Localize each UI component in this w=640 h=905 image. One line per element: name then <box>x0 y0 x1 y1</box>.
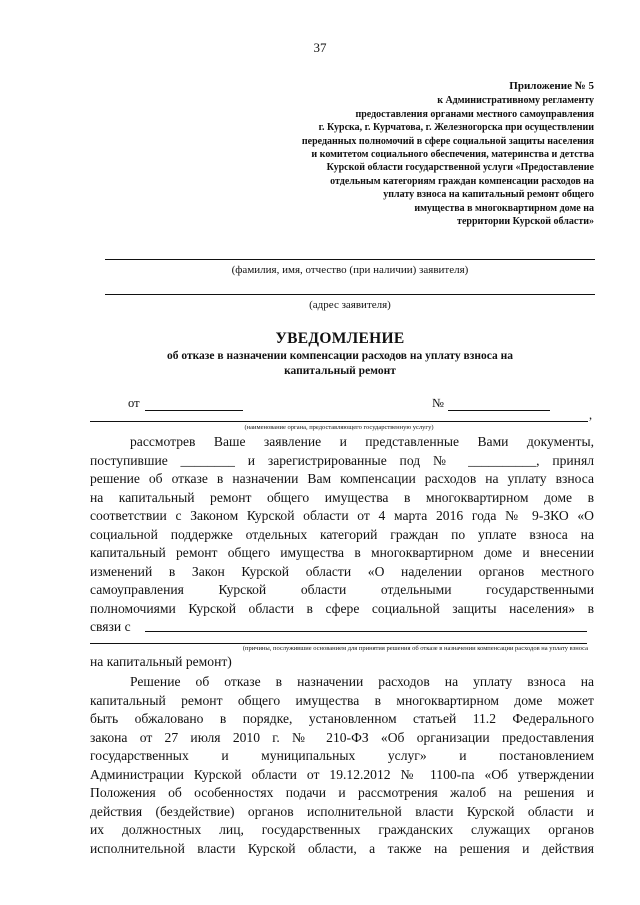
text-line: на капитальный ремонт общего имущества в многоквартирном доме в <box>90 489 594 505</box>
appendix-line: территории Курской области» <box>457 216 594 228</box>
text-line: полномочиями Курской области в сфере социальной защиты населения» в <box>90 600 594 616</box>
text-line: Решение об отказе в назначении расходов на уплату взноса на <box>130 674 594 689</box>
issuer-line[interactable] <box>90 421 588 422</box>
text-line: самоуправления Курской области отдельными государственными <box>90 582 594 597</box>
reasons-caption-cont: на капитальный ремонт) <box>90 654 232 669</box>
appendix-line: предоставления органами местного самоуправления <box>355 108 594 120</box>
text-line: Администрации Курской области от 19.12.2012 № 1100-па «Об утверждении <box>90 766 594 782</box>
from-date-field[interactable] <box>145 410 243 411</box>
text-line: капитальный ремонт общего имущества в многоквартирном доме и внесении <box>90 545 594 560</box>
appendix-line: Курской области государственной услуги «Предоставление <box>326 162 594 174</box>
text-line: связи с <box>90 619 131 634</box>
applicant-name-line <box>105 259 595 260</box>
text-line: их должностных лиц, государственных гражданских служащих органов <box>90 822 594 837</box>
appendix-line: г. Курска, г. Курчатова, г. Железногорска при осуществлении <box>318 122 594 134</box>
text-line: соответствии с Законом Курской области от 4 марта 2016 года № 9-ЗКО «О <box>90 508 594 523</box>
text-line: социальной поддержке отдельных категорий граждан по уплате взноса на <box>90 526 594 542</box>
notice-title: УВЕДОМЛЕНИЕ <box>275 330 405 347</box>
from-label: от <box>128 396 140 410</box>
appendix-line: отдельным категориям граждан компенсации расходов на <box>330 175 594 187</box>
text-line: действия (бездействие) органов исполнительной власти Курской области и <box>90 803 594 819</box>
number-field[interactable] <box>448 410 550 411</box>
text-line: Положения об особенностях подачи и рассмотрения жалоб на решения и <box>90 785 594 800</box>
decision-paragraph <box>90 433 594 637</box>
reasons-caption: (причины, послужившие основанием для принятия решения об отказе в назначении компенсации расходов на уплату взноса <box>242 645 588 652</box>
reasons-caption-cont-wrap <box>90 653 594 672</box>
applicant-address-caption: (адрес заявителя) <box>309 299 391 311</box>
appendix-line: и комитетом социального обеспечения, материнства и детства <box>311 149 594 161</box>
number-label: № <box>432 396 444 410</box>
appendix-header <box>264 80 594 228</box>
issuer-caption: (наименование органа, предоставляющего государственную услугу) <box>244 424 434 431</box>
appendix-line: переданных полномочий в сфере социальной защиты населения <box>301 135 594 147</box>
text-line: капитальный ремонт общего имущества в многоквартирном доме может <box>90 692 594 708</box>
appendix-line: имущества в многоквартирном доме на <box>414 202 594 214</box>
text-line: исполнительной власти Курской области, а также на решения и действия <box>90 840 594 856</box>
page-number: 37 <box>313 40 327 55</box>
text-line: рассмотрев Ваше заявление и представленные Вами документы, <box>130 434 594 449</box>
appendix-line: к Административному регламенту <box>437 95 594 107</box>
text-line: закона от 27 июля 2010 г. № 210-ФЗ «Об организации предоставления <box>90 729 594 745</box>
applicant-address-line <box>105 294 595 295</box>
applicant-name-caption: (фамилия, имя, отчество (при наличии) заявителя) <box>231 264 469 276</box>
reasons-field-2[interactable] <box>90 643 587 644</box>
text-line: решение об отказе в назначении Вам компенсации расходов на уплату взноса <box>90 471 594 486</box>
appendix-line: уплату взноса на капитальный ремонт общего <box>383 189 594 201</box>
reasons-field[interactable] <box>145 631 587 632</box>
notice-subtitle-cont: капитальный ремонт <box>284 365 396 377</box>
text-line: быть обжаловано в порядке, установленном статьей 11.2 Федерального <box>90 711 594 726</box>
issuer-comma: , <box>589 408 593 422</box>
notice-subtitle: об отказе в назначении компенсации расходов на уплату взноса на <box>166 350 513 362</box>
appendix-title: Приложение № 5 <box>509 80 594 92</box>
text-line: государственных и муниципальных услуг» и постановлением <box>90 748 594 763</box>
text-line: изменений в Закон Курской области «О наделении органов местного <box>90 563 594 579</box>
appeal-paragraph <box>90 673 594 858</box>
text-line: поступившие ________ и зарегистрированные под № __________, принял <box>90 452 594 468</box>
